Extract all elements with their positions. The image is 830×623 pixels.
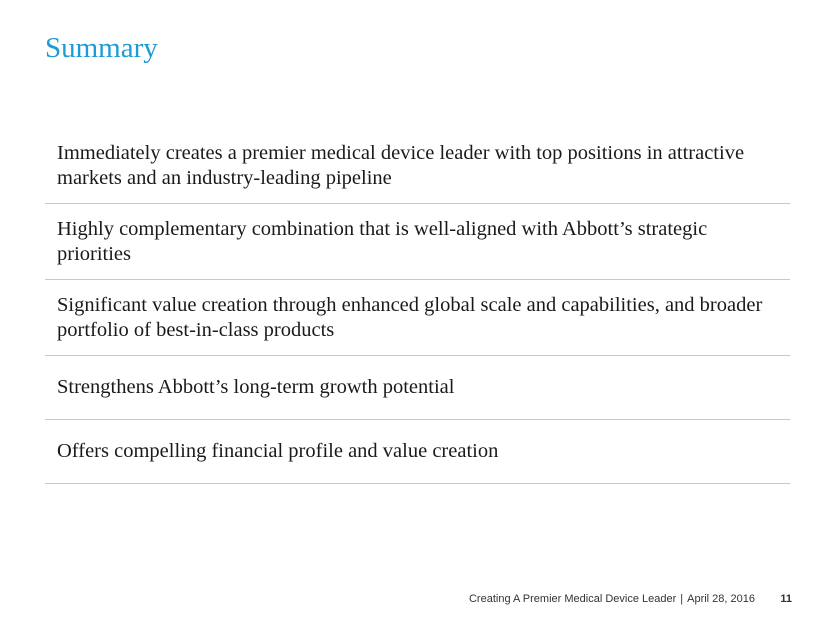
summary-point: Significant value creation through enhanced global scale and capabilities, and broader portfolio of best-in-class products: [45, 280, 790, 356]
page-number: 11: [780, 593, 792, 605]
footer-date: April 28, 2016: [687, 593, 755, 605]
summary-point: Immediately creates a premier medical device leader with top positions in attractive markets and an industry-leading pipeline: [45, 128, 790, 204]
slide-title: Summary: [45, 32, 158, 64]
footer-presentation-title: Creating A Premier Medical Device Leader: [468, 593, 677, 605]
summary-list: [45, 128, 790, 484]
footer: [469, 592, 755, 606]
summary-point: Highly complementary combination that is well-aligned with Abbott’s strategic priorities: [45, 204, 790, 280]
summary-point: Strengthens Abbott’s long-term growth potential: [45, 356, 790, 420]
summary-point: Offers compelling financial profile and value creation: [45, 420, 790, 484]
footer-separator: |: [680, 593, 684, 605]
